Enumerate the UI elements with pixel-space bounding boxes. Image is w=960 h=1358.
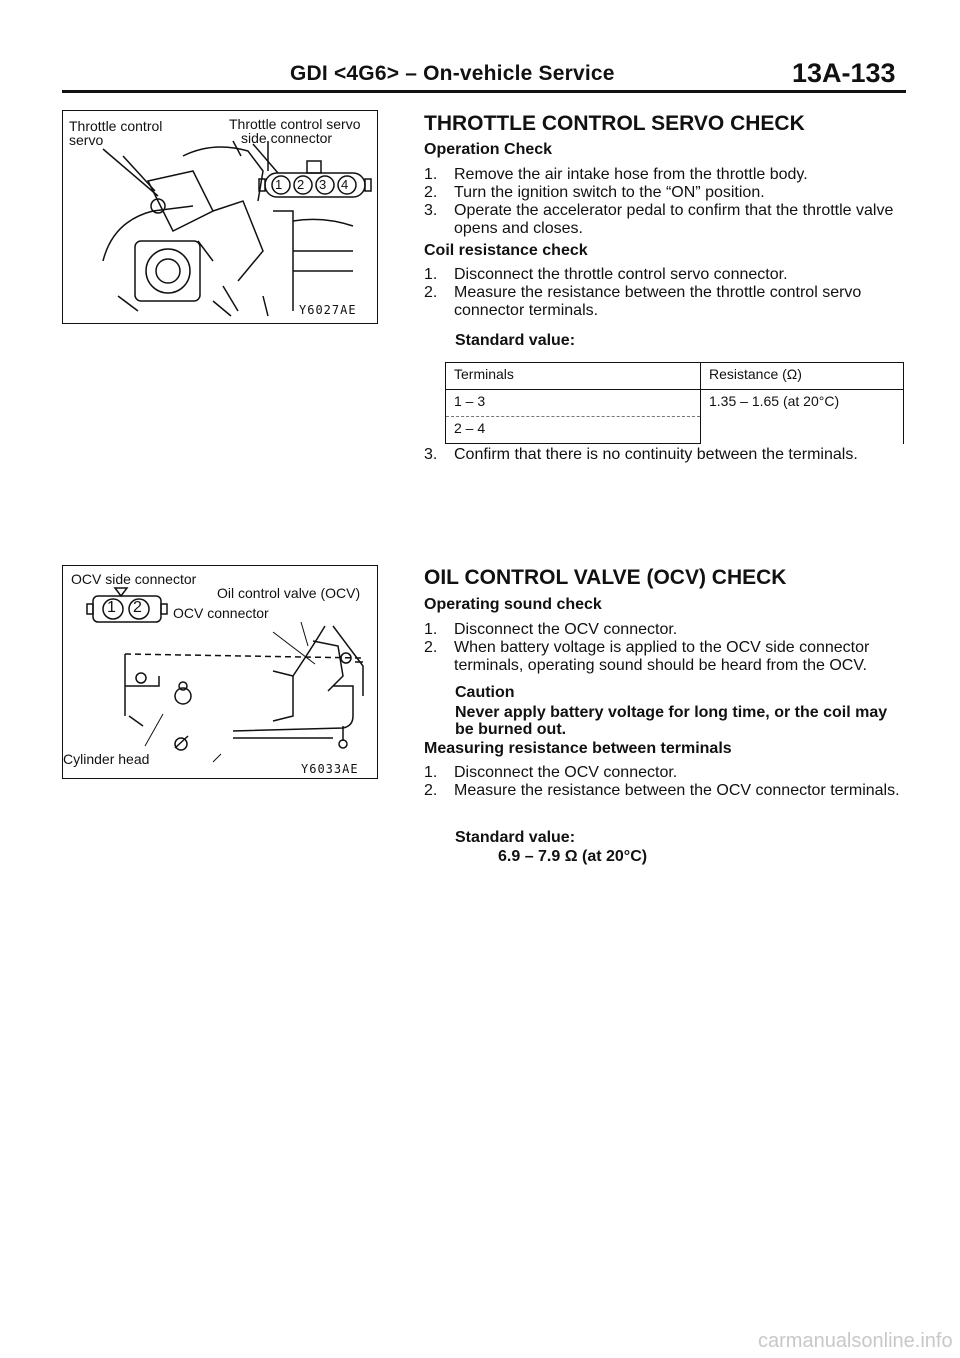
servo-connector-label-line2: side connector [241,130,333,146]
list-item: 2. Measure the resistance between the OCV connector terminals. [424,782,900,799]
figure2-code: Y6033AE [301,762,359,776]
servo-label-line2: servo [69,132,104,148]
servo-label-line1: Throttle control [69,118,163,134]
list-item: 2. Measure the resistance between the throttle control servo connector terminals. [424,284,862,319]
section1-subheading-operation: Operation Check [424,141,553,158]
section1-operation-steps [424,166,914,238]
list-item: 1. Remove the air intake hose from the throttle body. [424,166,808,183]
ocv-pin-label-2: 2 [133,599,142,616]
caution-title: Caution [455,684,515,701]
servo-pin-label-3: 3 [319,177,327,192]
list-item: 1. Disconnect the OCV connector. [424,764,678,781]
caution-text: Never apply battery voltage for long time, or the coil may be burned out. [455,704,888,738]
section2-sound-steps [424,621,914,675]
resistance-table [445,362,904,444]
ocv-valve-label: Oil control valve (OCV) [217,585,361,601]
table-cell-terminals: 2 – 4 [446,417,701,444]
page-number: 13A-133 [792,58,896,88]
table-cell-resistance: 1.35 – 1.65 (at 20°C) [701,390,904,444]
ocv-figure [62,565,378,779]
list-item: 2. When battery voltage is applied to the OCV side connector terminals, operating sound should be heard from the OCV. [424,639,870,674]
section1-standard-label: Standard value: [455,332,576,349]
section2-subheading-sound: Operating sound check [424,596,602,613]
list-item: 3. Operate the accelerator pedal to confirm that the throttle valve opens and closes. [424,202,894,237]
list-item: 1. Disconnect the OCV connector. [424,621,678,638]
servo-pin-label-1: 1 [275,177,283,192]
cylinder-head-label: Cylinder head [63,751,150,767]
section1-final-step [424,446,934,464]
figure1-code: Y6027AE [299,303,357,317]
section2-subheading-resistance: Measuring resistance between terminals [424,740,732,757]
throttle-servo-figure [62,110,378,324]
section2-standard-value: 6.9 – 7.9 Ω (at 20°C) [498,848,648,865]
section2-standard-label: Standard value: [455,829,576,846]
list-item: 1. Disconnect the throttle control servo connector. [424,266,788,283]
section1-subheading-coil: Coil resistance check [424,242,588,259]
watermark-text: carmanualsonline.info [758,1330,953,1352]
page-header-title: GDI <4G6> – On-vehicle Service [290,62,615,85]
list-item: 3. Confirm that there is no continuity between the terminals. [424,446,858,463]
ocv-pin-label-1: 1 [107,599,116,616]
servo-pin-label-4: 4 [341,177,349,192]
ocv-side-connector-label: OCV side connector [71,571,197,587]
table-header-row [446,363,904,390]
section1-coil-steps [424,266,914,320]
servo-pin-label-2: 2 [297,177,305,192]
ocv-connector-label: OCV connector [173,605,269,621]
table-header-terminals: Terminals [446,363,701,390]
table-cell-terminals: 1 – 3 [446,390,701,417]
section1-title: THROTTLE CONTROL SERVO CHECK [424,112,805,135]
list-item: 2. Turn the ignition switch to the “ON” position. [424,184,765,201]
servo-connector-label-line1: Throttle control servo [229,116,361,132]
section2-title: OIL CONTROL VALVE (OCV) CHECK [424,566,787,589]
section2-resistance-steps [424,764,914,800]
header-rule [62,90,906,93]
table-row [446,390,904,417]
table-header-resistance: Resistance (Ω) [701,363,904,390]
